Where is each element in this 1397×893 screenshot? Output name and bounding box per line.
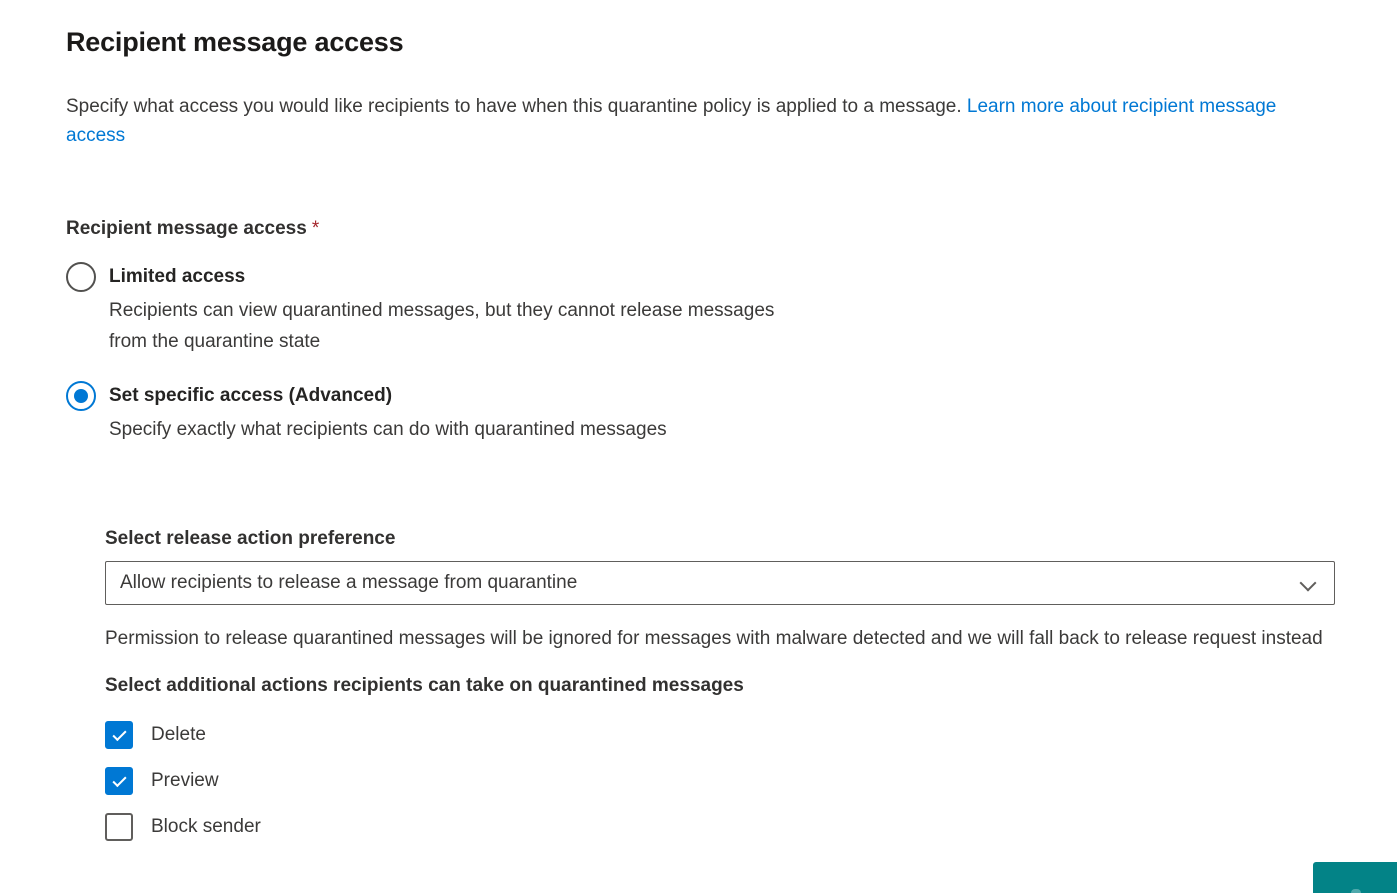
recipient-access-label-text: Recipient message access [66,218,307,239]
radio-button-icon[interactable] [66,381,96,411]
feedback-icon [1351,889,1361,893]
advanced-access-section [105,527,1333,842]
radio-option-limited-access[interactable] [66,262,1333,357]
additional-actions-label: Select additional actions recipients can take on quarantined messages [105,675,744,696]
radio-dot [74,270,88,284]
release-action-label: Select release action preference [105,528,396,549]
radio-description-limited-access: Recipients can view quarantined messages, but they cannot release messages from the quarantine state [109,300,775,352]
radio-label-set-specific-access[interactable]: Set specific access (Advanced) [109,385,393,406]
page-description [66,92,1333,150]
checkbox-icon-block-sender[interactable] [105,813,133,841]
checkmark-icon [112,727,126,741]
radio-dot [74,389,88,403]
checkbox-icon-delete[interactable] [105,721,133,749]
radio-description-set-specific-access: Specify exactly what recipients can do with quarantined messages [109,419,667,440]
checkbox-label-block-sender[interactable]: Block sender [151,816,261,837]
release-action-selected-value: Allow recipients to release a message from quarantine [120,572,578,593]
page-description-text: Specify what access you would like recipients to have when this quarantine policy is applied to a message. [66,96,962,117]
radio-label-limited-access[interactable]: Limited access [109,266,246,287]
page-title: Recipient message access [66,27,404,57]
checkbox-row-delete[interactable] [105,720,1333,750]
radio-option-set-specific-access[interactable] [66,381,1333,445]
checkbox-row-preview[interactable] [105,766,1333,796]
required-asterisk: * [311,218,320,239]
chevron-down-icon[interactable] [1301,577,1314,590]
checkbox-label-delete[interactable]: Delete [151,724,206,745]
checkbox-label-preview[interactable]: Preview [151,770,219,791]
release-action-help-text: Permission to release quarantined messages will be ignored for messages with malware detected and we will fall back to release request instead [105,628,1323,649]
checkbox-row-block-sender[interactable] [105,812,1333,842]
recipient-access-field-label [66,218,1333,240]
checkmark-icon [112,773,126,787]
release-action-dropdown[interactable] [105,561,1335,605]
radio-button-icon[interactable] [66,262,96,292]
checkbox-icon-preview[interactable] [105,767,133,795]
learn-more-link[interactable]: Learn more about recipient message access [66,96,1277,146]
feedback-button[interactable] [1313,862,1397,893]
